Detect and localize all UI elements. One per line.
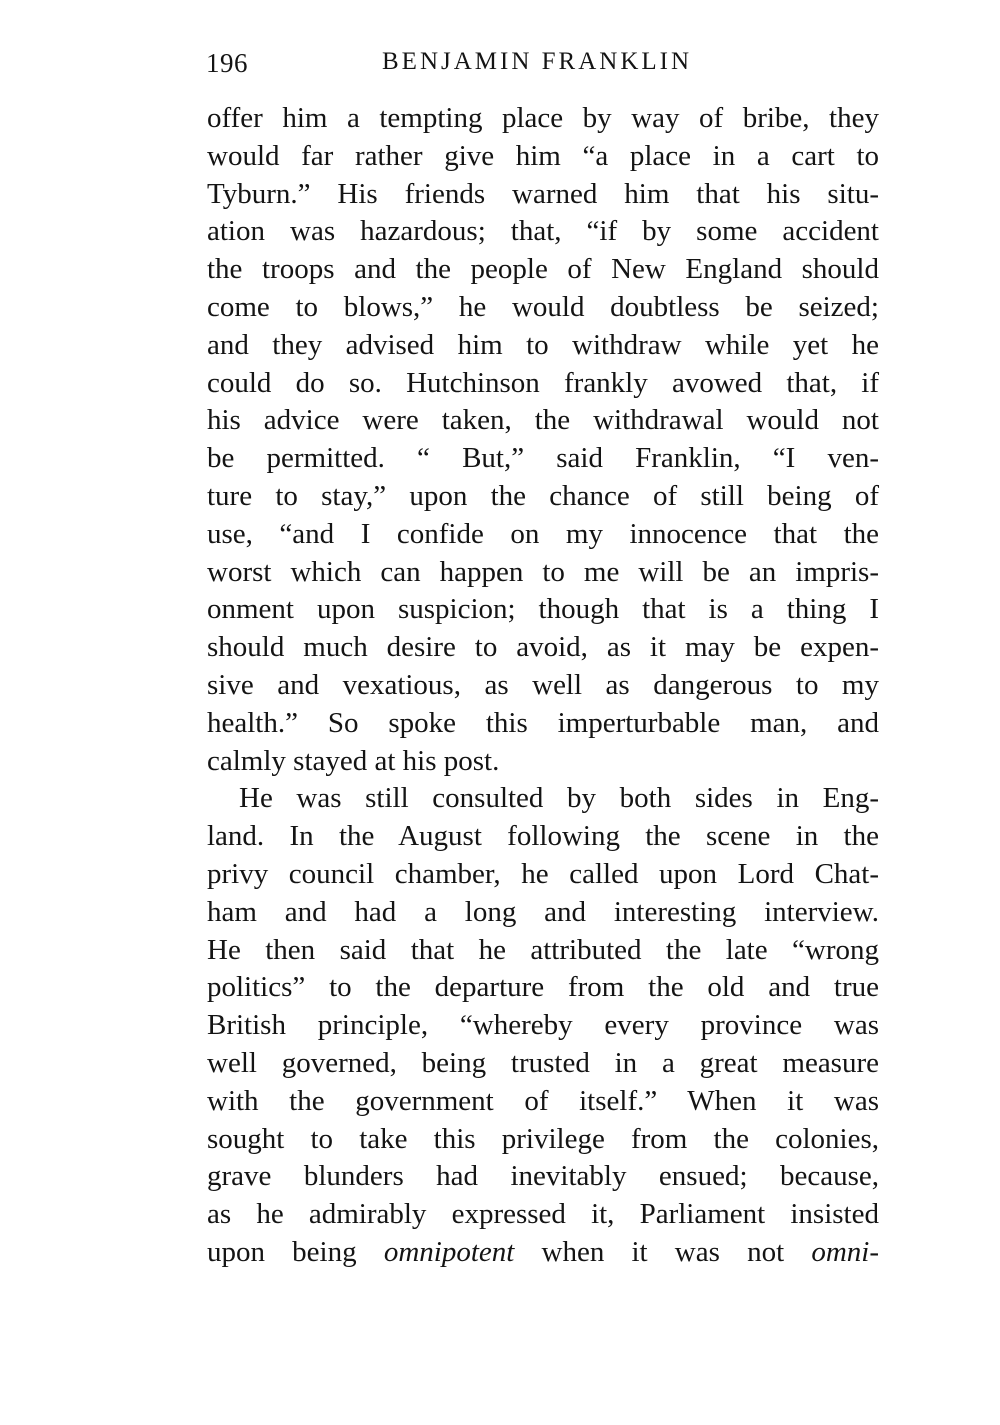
text-line: ation was hazardous; that, “if by some accident — [207, 215, 879, 248]
running-head: BENJAMIN FRANKLIN — [382, 48, 693, 75]
text-line: health.” So spoke this imperturbable man, and — [207, 706, 879, 739]
text-line: the troops and the people of New England should — [207, 253, 879, 286]
text-line: as he admirably expressed it, Parliament insisted — [207, 1198, 879, 1231]
text-line: well governed, being trusted in a great measure — [207, 1046, 879, 1079]
page-header — [206, 48, 878, 84]
text-line: offer him a tempting place by way of bribe, they — [207, 102, 879, 134]
text-line: with the government of itself.” When it was — [207, 1084, 879, 1117]
text-line: ham and had a long and interesting interview. — [207, 895, 879, 928]
text-line: use, “and I confide on my innocence that the — [207, 517, 879, 550]
text-line: calmly stayed at his post. — [207, 744, 500, 777]
text-line: privy council chamber, he called upon Lord Chat- — [207, 857, 879, 890]
body-text — [207, 100, 879, 1272]
text-line: could do so. Hutchinson frankly avowed that, if — [207, 366, 879, 399]
text-line: He was still consulted by both sides in Eng- — [239, 782, 879, 815]
text-line: and they advised him to withdraw while yet he — [207, 328, 879, 361]
page-number: 196 — [206, 48, 248, 78]
text-line: be permitted. “ But,” said Franklin, “I ven- — [207, 442, 879, 475]
text-line: land. In the August following the scene in the — [207, 820, 879, 853]
text-line-final — [207, 1234, 879, 1272]
text-line: Tyburn.” His friends warned him that his situ- — [207, 177, 879, 210]
paragraph-2 — [207, 780, 879, 1271]
text-line: come to blows,” he would doubtless be seized; — [207, 290, 879, 323]
text-line: sought to take this privilege from the colonies, — [207, 1122, 879, 1155]
text-fragment: upon being — [207, 1235, 357, 1268]
text-line: would far rather give him “a place in a cart to — [207, 139, 879, 172]
text-line: ture to stay,” upon the chance of still being of — [207, 479, 879, 512]
italic-word-omnipotent: omnipotent — [383, 1235, 515, 1268]
text-line: He then said that he attributed the late “wrong — [207, 933, 879, 966]
text-line: sive and vexatious, as well as dangerous to my — [207, 668, 879, 701]
text-line: worst which can happen to me will be an impris- — [207, 555, 879, 588]
text-line: politics” to the departure from the old and true — [207, 971, 879, 1004]
text-line: should much desire to avoid, as it may be expen- — [207, 631, 879, 664]
text-line: British principle, “whereby every province was — [207, 1009, 879, 1042]
text-fragment: when it was not — [541, 1235, 785, 1268]
text-line: onment upon suspicion; though that is a thing I — [207, 593, 879, 626]
text-line: his advice were taken, the withdrawal would not — [207, 404, 879, 437]
text-line: grave blunders had inevitably ensued; because, — [207, 1160, 879, 1193]
paragraph-1 — [207, 100, 879, 780]
italic-word-omni: omni- — [811, 1235, 880, 1268]
